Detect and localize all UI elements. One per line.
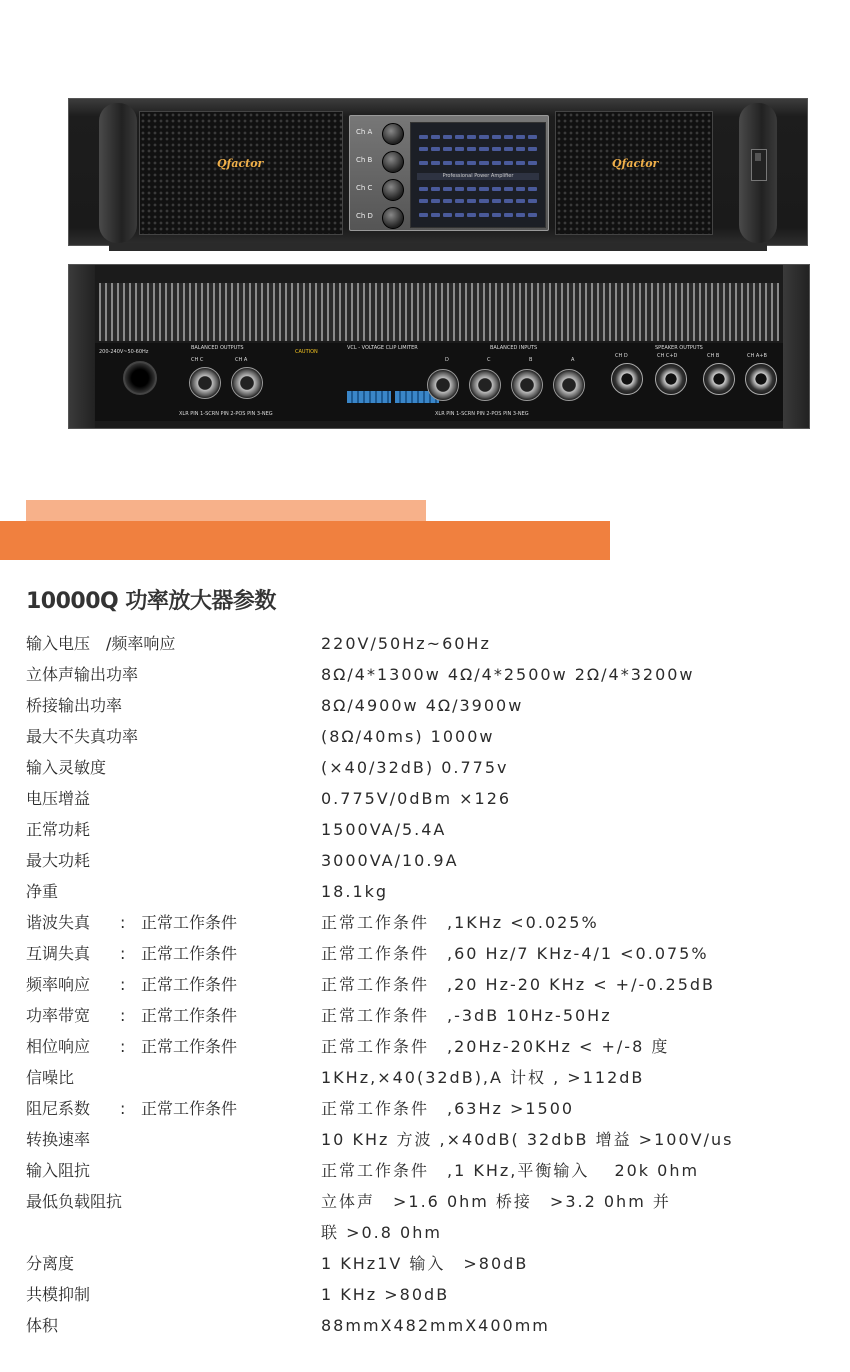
xlr-input-a-icon [553,369,585,401]
channel-label: Ch B [356,156,373,164]
spec-condition: 正常工作条件 [141,975,238,994]
speaker-label-ab: CH A+B [747,353,767,359]
led-meter-display [410,122,546,228]
spec-condition: 正常工作条件 [141,1037,238,1056]
in-label-b: B [529,357,533,363]
spec-key: 输入阻抗 [26,1161,91,1180]
out-label-a: CH A [235,357,248,363]
spec-key: 最大不失真功率 [26,727,139,746]
gain-knob-icon [382,151,404,173]
spec-key: 谐波失真 [26,913,91,932]
channel-label: Ch D [356,212,373,220]
spec-row [26,938,826,969]
spec-key: 共模抑制 [26,1285,91,1304]
spec-key: 正常功耗 [26,820,91,839]
led-row [419,147,537,151]
spec-colon: : [120,1099,126,1118]
spec-value: 18.1kg [321,882,389,901]
spec-row [26,845,826,876]
led-row [419,199,537,203]
speaker-label-b: CH B [707,353,720,359]
spec-key: 最大功耗 [26,851,91,870]
speaker-outputs-label: SPEAKER OUTPUTS [655,345,703,351]
spec-row [26,1093,826,1124]
channel-knob-c [354,176,406,204]
spec-row [26,876,826,907]
channel-label: Ch C [356,184,373,192]
spec-value: 1KHz,×40(32dB),A 计权 , >112dB [321,1068,645,1087]
spec-colon: : [120,1006,126,1025]
panel-band-text: Professional Power Amplifier [417,173,539,180]
balanced-inputs-label: BALANCED INPUTS [490,345,538,351]
spec-row [26,628,826,659]
spec-row [26,1155,826,1186]
rear-connector-panel [95,343,783,421]
led-row [419,135,537,139]
spec-row [26,1062,826,1093]
spec-value: 0.775V/0dBm ×126 [321,789,512,808]
vcl-label: VCL - VOLTAGE CLIP LIMITER [347,345,418,351]
spec-value: 正常工作条件 ,20 Hz-20 KHz < +/-0.25dB [321,975,716,994]
accent-bar-dark [0,521,610,560]
spec-row [26,1248,826,1279]
spec-value: (×40/32dB) 0.775v [321,758,509,777]
spec-key: 桥接输出功率 [26,696,123,715]
speaker-label-d: CH D [615,353,628,359]
spec-row [26,752,826,783]
spec-row [26,907,826,938]
led-row [419,161,537,165]
spec-row [26,783,826,814]
xlr-output-c-icon [189,367,221,399]
spec-row [26,1279,826,1310]
xlr-input-d-icon [427,369,459,401]
spec-value: 8Ω/4900w 4Ω/3900w [321,696,524,715]
spec-row [26,969,826,1000]
spec-key: 互调失真 [26,944,91,963]
spec-value: 联 >0.8 0hm [321,1223,442,1242]
spec-colon: : [120,1037,126,1056]
spec-condition: 正常工作条件 [141,913,238,932]
spec-table [26,628,826,1341]
spec-key: 最低负载阻抗 [26,1192,123,1211]
left-handle [99,103,137,243]
spec-value: 220V/50Hz~60Hz [321,634,491,653]
spec-key: 功率带宽 [26,1006,91,1025]
balanced-outputs-label: BALANCED OUTPUTS [191,345,244,351]
channel-knob-a [354,120,406,148]
spec-row [26,721,826,752]
amplifier-front-image [68,98,808,246]
rear-ear-right [783,265,809,428]
speakon-ab-icon [745,363,777,395]
speaker-label-cd: CH C+D [657,353,678,359]
gain-knob-icon [382,123,404,145]
speakon-d-icon [611,363,643,395]
spec-value: 10 KHz 方波 ,×40dB( 32dbB 增益 >100V/us [321,1130,734,1149]
control-panel [349,115,549,231]
spec-value: 正常工作条件 ,1 KHz,平衡输入 20k 0hm [321,1161,700,1180]
spec-key: 输入电压 /频率响应 [26,634,176,653]
spec-colon: : [120,944,126,963]
spec-value: 正常工作条件 ,20Hz-20KHz < +/-8 度 [321,1037,670,1056]
spec-row [26,1031,826,1062]
spec-key: 电压增益 [26,789,91,808]
power-cord-icon [123,361,157,395]
spec-row [26,690,826,721]
speakon-b-icon [703,363,735,395]
page-title: 10000Q 功率放大器参数 [26,589,276,614]
spec-key: 相位响应 [26,1037,91,1056]
xlr-input-c-icon [469,369,501,401]
spec-condition: 正常工作条件 [141,1006,238,1025]
right-grill [555,111,713,235]
in-label-a: A [571,357,575,363]
spec-key: 阻尼系数 [26,1099,91,1118]
mains-label: 200-240V~50-60Hz [99,349,149,355]
spec-key: 体积 [26,1316,59,1335]
in-label-d: D [445,357,449,363]
caution-label: CAUTION [295,349,318,355]
spec-row [26,1310,826,1341]
spec-value: 立体声 >1.6 0hm 桥接 >3.2 0hm 并 [321,1192,671,1211]
power-switch-icon [751,149,767,181]
accent-bar-light [26,500,426,522]
spec-row [26,1217,826,1248]
speakon-cd-icon [655,363,687,395]
front-bottom-lip [109,243,767,251]
spec-key: 频率响应 [26,975,91,994]
spec-row [26,1124,826,1155]
spec-value: 正常工作条件 ,1KHz <0.025% [321,913,599,932]
spec-row [26,1000,826,1031]
spec-value: 正常工作条件 ,63Hz >1500 [321,1099,575,1118]
spec-value: 1 KHz >80dB [321,1285,450,1304]
spec-key: 输入灵敏度 [26,758,107,777]
spec-value: 1 KHz1V 输入 >80dB [321,1254,529,1273]
spec-key: 信噪比 [26,1068,75,1087]
pin-legend-right: XLR PIN 1-SCRN PIN 2-POS PIN 3-NEG [435,411,529,417]
spec-value: (8Ω/40ms) 1000w [321,727,495,746]
xlr-input-b-icon [511,369,543,401]
brand-logo-left: Qfactor [217,157,264,170]
spec-value: 正常工作条件 ,-3dB 10Hz-50Hz [321,1006,612,1025]
led-row [419,187,537,191]
spec-condition: 正常工作条件 [141,1099,238,1118]
spec-value: 88mmX482mmX400mm [321,1316,550,1335]
dip-switch-icon [347,391,391,403]
pin-legend-left: XLR PIN 1-SCRN PIN 2-POS PIN 3-NEG [179,411,273,417]
in-label-c: C [487,357,491,363]
channel-label: Ch A [356,128,373,136]
spec-value: 1500VA/5.4A [321,820,447,839]
amplifier-rear-image [68,264,810,429]
spec-key: 转换速率 [26,1130,91,1149]
spec-row [26,659,826,690]
spec-row [26,814,826,845]
spec-value: 正常工作条件 ,60 Hz/7 KHz-4/1 <0.075% [321,944,709,963]
out-label-c: CH C [191,357,204,363]
left-grill [139,111,343,235]
spec-value: 3000VA/10.9A [321,851,459,870]
brand-logo-right: Qfactor [612,157,659,170]
heatsink-fins [99,283,779,341]
spec-value: 8Ω/4*1300w 4Ω/4*2500w 2Ω/4*3200w [321,665,695,684]
gain-knobs [354,120,406,232]
rear-ear-left [69,265,95,428]
spec-key: 净重 [26,882,59,901]
gain-knob-icon [382,179,404,201]
spec-colon: : [120,975,126,994]
gain-knob-icon [382,207,404,229]
xlr-output-a-icon [231,367,263,399]
channel-knob-b [354,148,406,176]
spec-row [26,1186,826,1217]
led-row [419,213,537,217]
spec-key: 立体声输出功率 [26,665,139,684]
channel-knob-d [354,204,406,232]
spec-key: 分离度 [26,1254,75,1273]
spec-condition: 正常工作条件 [141,944,238,963]
spec-colon: : [120,913,126,932]
